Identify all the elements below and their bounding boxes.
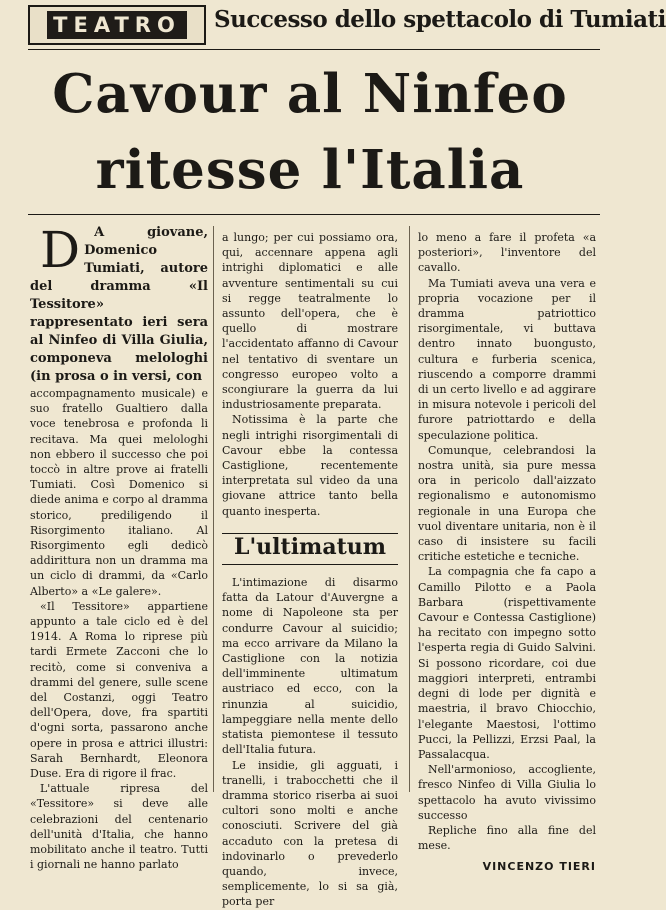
column-divider [213,226,214,792]
paragraph: L'attuale ripresa del «Tessitore» si deve alle celebrazioni del centenario dell'unità d'Italia, che hanno mobilitato anche il teatro. Tutti i giornali ne hanno parlato [30,782,208,872]
headline-divider [28,214,600,215]
headline-line-2: ritesse l'Italia [95,139,525,201]
drop-cap: D [40,221,81,279]
headline-line-1: Cavour al Ninfeo [52,63,568,125]
lead-text: A giovane, Domenico Tumiati, autore del dramma «Il Tessitore» rappresentato ieri sera al Ninfeo di Villa Giulia, componeva melologhi (in prosa o in versi, con [30,225,208,384]
section-label-box [28,5,206,45]
paragraph: Comunque, celebrandosi la nostra unità, sia pure messa ora in pericolo dall'aizzato regionalismo e autonomismo regionale in una Europa che vuol diventare unitaria, non è il caso di insistere su facili critiche estetiche e tecniche. [418,443,596,564]
article-column-2 [222,230,398,910]
lead-paragraph [30,221,208,386]
kicker-headline: Successo dello spettacolo di Tumiati [214,6,666,33]
author-byline: VINCENZO TIERI [482,860,596,874]
paragraph: accompagnamento musicale) e suo fratello Gualtiero dalla voce tenebrosa e profonda li recitava. Ma quei melologhi non ebbero il successo che poi toccò in altre prove ai fratelli Tumiati. Così Domenico si diede anima e corpo al dramma storico, prediligendo il Risorgimento italiano. Al Risorgimento egli dedicò addirittura non un dramma ma un ciclo di drammi, da «Carlo Alberto» a «Le galere». [30,387,208,598]
paragraph: a lungo; per cui possiamo ora, qui, accennare appena agli intrighi diplomatici e alle avventure sentimentali su cui si regge teatralmente lo assunto dell'opera, che è quello di mostrare l'accidentato affanno di Cavour nel tentativo di sventare un congresso europeo volto a scongiurare la guerra da lui industriosamente preparata. [222,231,398,412]
paragraph: Repliche fino alla fine del mese. [418,823,596,853]
paragraph: «Il Tessitore» appartiene appunto a tale ciclo ed è del 1914. A Roma lo riprese più tardi Ermete Zacconi che lo recitò, come si conveniva a drammi del genere, sulle scene del Costanzi, oggi Teatro dell'Opera, dove, fra spartiti d'ogni sorta, passarono anche opere in prosa e attrici illustri: Sarah Bernhardt, Eleonora Duse. Era di rigore il frac. [30,599,208,781]
section-label: TEATRO [47,11,187,39]
header-divider [28,49,600,50]
paragraph: Nell'armonioso, accogliente, fresco Ninfeo di Villa Giulia lo spettacolo ha avuto vivissimo successo [418,763,596,822]
subheading: L'ultimatum [233,533,387,560]
paragraph: Le insidie, gli agguati, i tranelli, i trabocchetti che il dramma storico riserba ai suoi cultori sono molti e anche conosciuti. Scrivere del già accaduto con la pretesa di indovinarlo o prevederlo quando, invece, semplicemente, lo si sa già, porta per [222,758,398,909]
paragraph: L'intimazione di disarmo fatta da Latour d'Auvergne a nome di Napoleone sta per condurre Cavour al suicidio; ma ecco arrivare da Milano la Castiglione con la notizia dell'imminente ultimatum austriaco ed ecco, con la rinunzia al suicidio, lampeggiare nella mente dello statista piemontese il tessuto dell'Italia futura. [222,576,398,757]
paragraph: La compagnia che fa capo a Camillo Pilotto e a Paola Barbara (rispettivamente Cavour e Contessa Castiglione) ha recitato con impegno sotto l'esperta regia di Guido Salvini. Si possono ricordare, coi due maggiori interpreti, entrambi degni di lode per dignità e maestria, il bravo Chiocchio, l'elegante Maestosi, l'ottimo Pucci, la Pellizzi, Erzsi Paal, la Passalacqua. [418,565,596,761]
paragraph: Notissima è la parte che negli intrighi risorgimentali di Cavour ebbe la contessa Castiglione, recentemente interpretata sul video da una giovane attrice tanto bella quanto inesperta. [222,413,398,518]
paragraph: lo meno a fare il profeta «a posteriori», l'inventore del cavallo. [418,231,596,275]
paragraph: Ma Tumiati aveva una vera e propria vocazione per il dramma patriottico risorgimentale, vi buttava dentro innato buongusto, cultura e furberia scenica, riuscendo a comporre drammi di un certo livello e ad aggirare in misura notevole i pericoli del furore patriottardo e della speculazione politica. [418,276,596,442]
column-divider [409,226,410,792]
article-column-1 [30,221,208,873]
article-column-3 [418,230,596,875]
subheading-box [222,533,398,565]
